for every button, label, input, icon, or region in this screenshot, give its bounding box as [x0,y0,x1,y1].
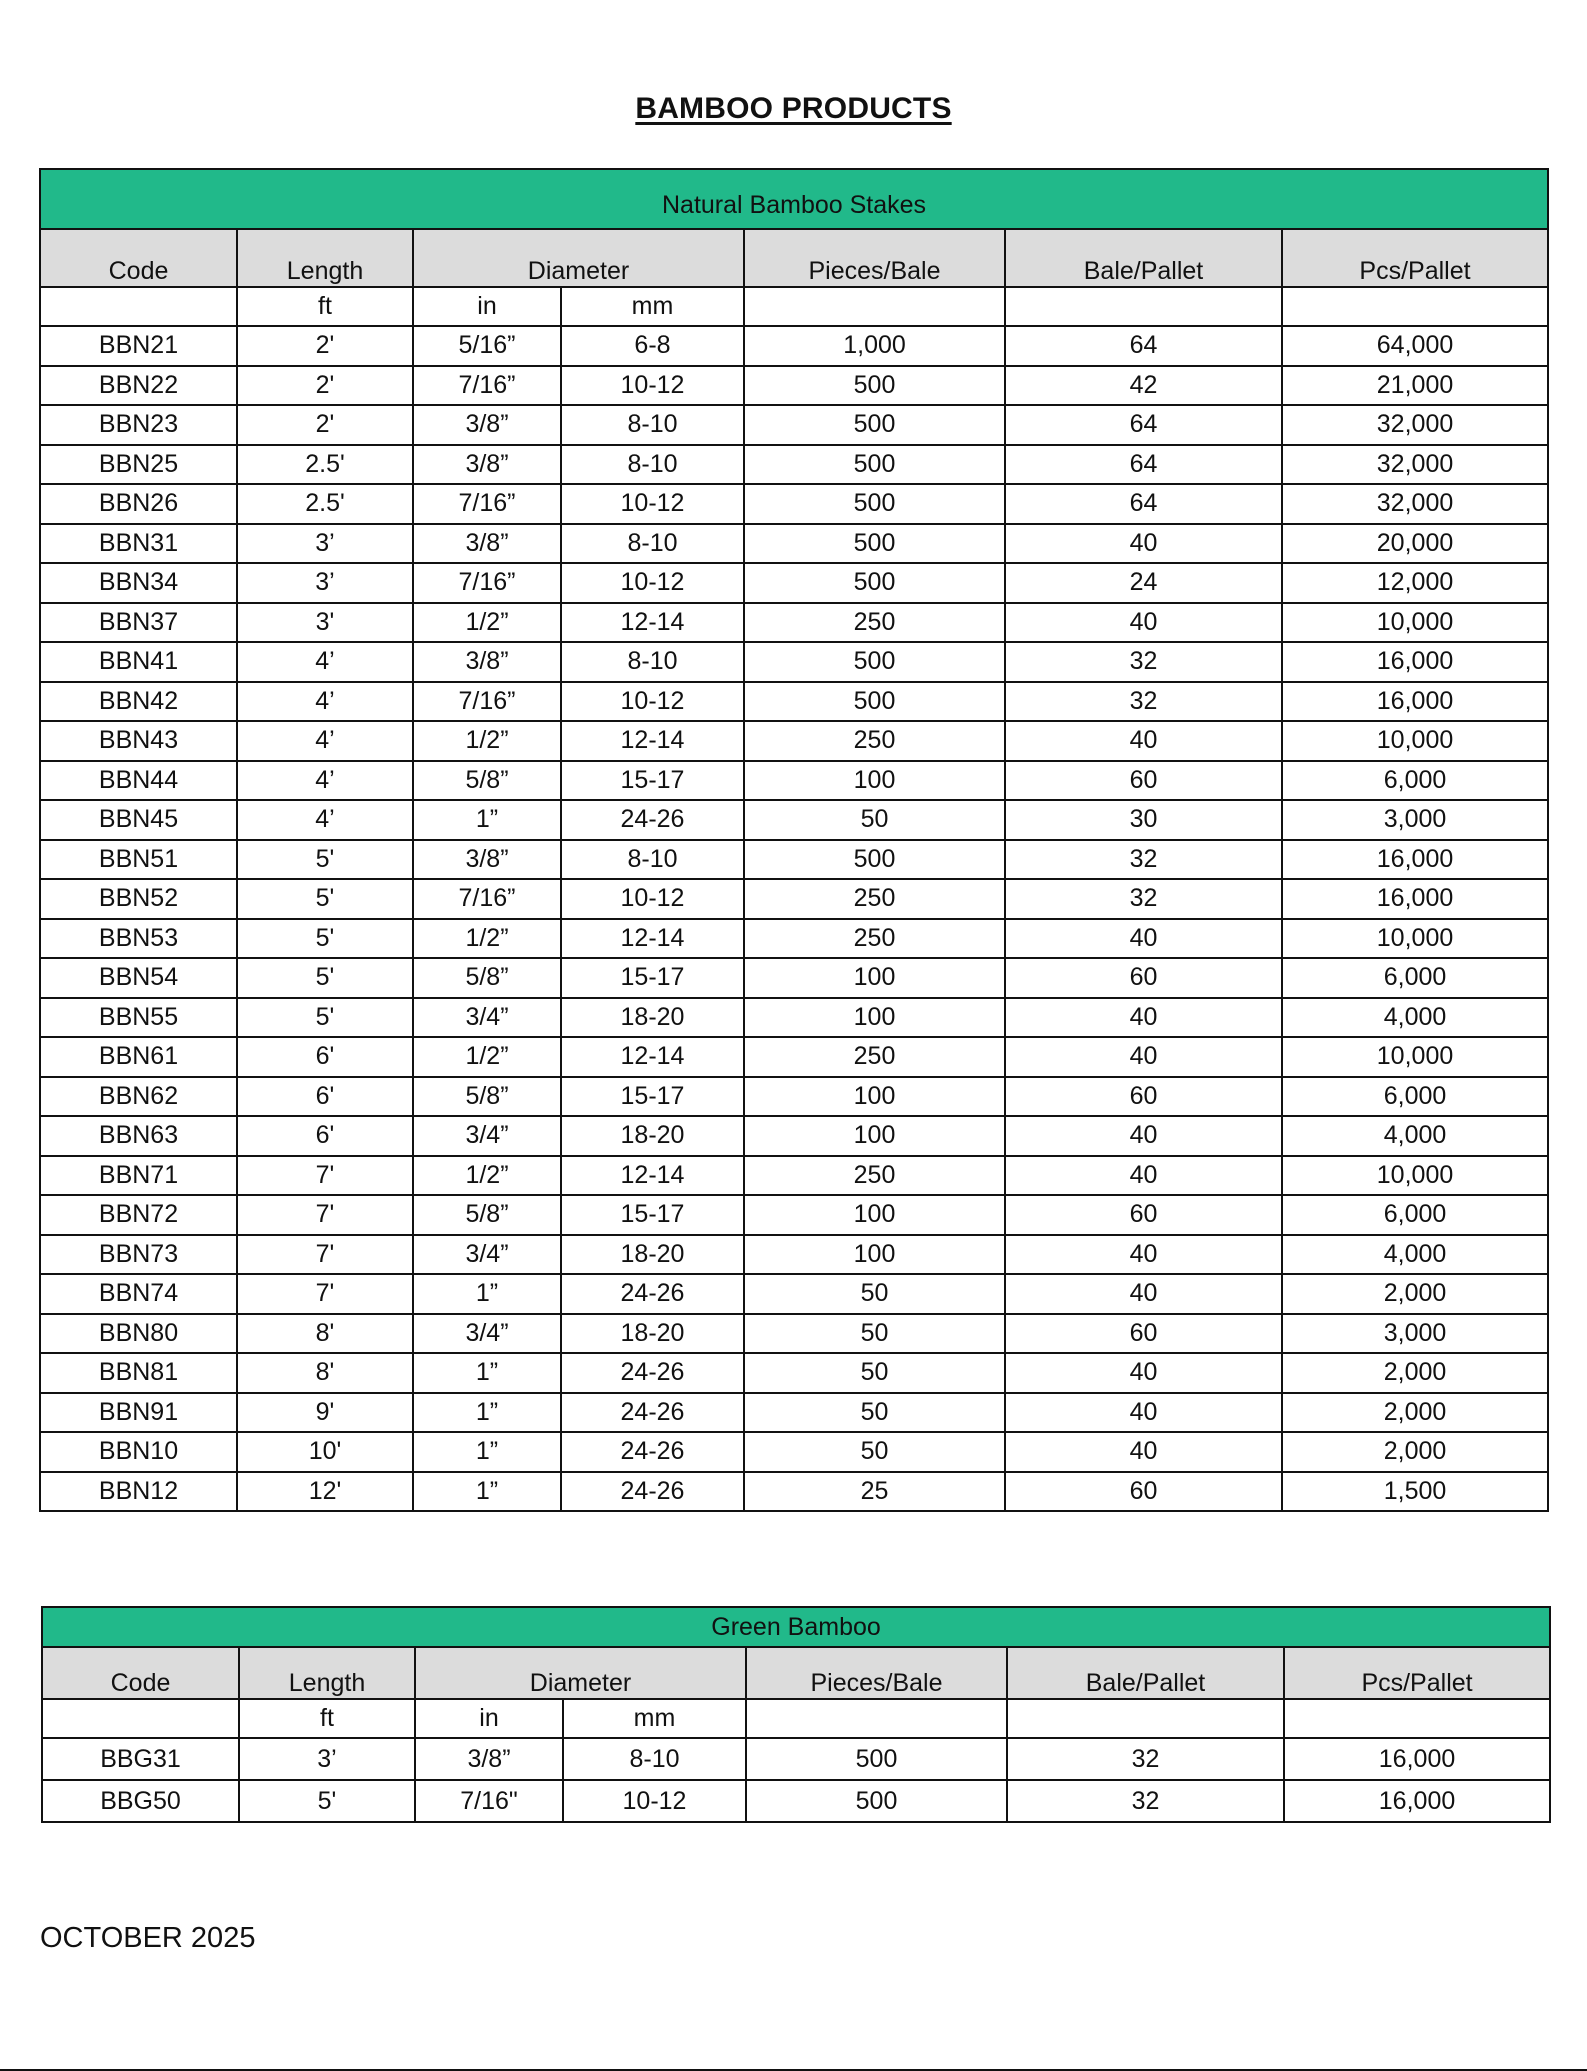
cell-pieces-bale: 250 [744,1037,1005,1077]
cell-length: 8' [237,1353,413,1393]
cell-pcs-pallet: 16,000 [1282,879,1548,919]
cell-bale-pallet: 40 [1005,1156,1282,1196]
cell-pcs-pallet: 16,000 [1284,1780,1550,1822]
cell-diameter-in: 1” [413,1274,561,1314]
cell-diameter-mm: 8-10 [563,1738,746,1780]
cell-code: BBG31 [42,1738,239,1780]
cell-diameter-mm: 12-14 [561,919,744,959]
cell-pieces-bale: 500 [746,1780,1007,1822]
cell-pcs-pallet: 64,000 [1282,326,1548,366]
unit-in: in [415,1699,563,1738]
cell-pcs-pallet: 32,000 [1282,484,1548,524]
table-row [40,1353,1548,1393]
cell-diameter-in: 3/4” [413,1314,561,1354]
cell-bale-pallet: 60 [1005,1077,1282,1117]
cell-length: 8' [237,1314,413,1354]
cell-diameter-in: 3/4” [413,1235,561,1275]
cell-bale-pallet: 64 [1005,484,1282,524]
unit-cell-empty [1005,287,1282,326]
cell-diameter-mm: 24-26 [561,800,744,840]
cell-diameter-mm: 8-10 [561,445,744,485]
unit-cell-empty [1007,1699,1284,1738]
cell-pieces-bale: 250 [744,879,1005,919]
cell-pieces-bale: 25 [744,1472,1005,1512]
cell-diameter-mm: 24-26 [561,1353,744,1393]
cell-diameter-mm: 10-12 [561,563,744,603]
cell-diameter-in: 5/8” [413,1077,561,1117]
cell-bale-pallet: 64 [1005,405,1282,445]
cell-pieces-bale: 100 [744,1077,1005,1117]
cell-pieces-bale: 100 [744,1116,1005,1156]
cell-pcs-pallet: 6,000 [1282,1077,1548,1117]
table-row [40,1393,1548,1433]
cell-pieces-bale: 100 [744,761,1005,801]
cell-diameter-mm: 10-12 [561,682,744,722]
cell-pcs-pallet: 3,000 [1282,1314,1548,1354]
table-row [40,1235,1548,1275]
cell-diameter-in: 5/8” [413,1195,561,1235]
cell-length: 5' [237,879,413,919]
cell-pieces-bale: 250 [744,919,1005,959]
cell-pieces-bale: 500 [744,445,1005,485]
table-row [40,800,1548,840]
cell-length: 3' [237,603,413,643]
cell-length: 5' [237,958,413,998]
cell-length: 4’ [237,642,413,682]
cell-diameter-mm: 18-20 [561,1235,744,1275]
cell-diameter-in: 5/8” [413,958,561,998]
cell-bale-pallet: 32 [1005,840,1282,880]
cell-diameter-in: 7/16” [413,682,561,722]
cell-diameter-mm: 24-26 [561,1432,744,1472]
cell-diameter-mm: 15-17 [561,958,744,998]
cell-bale-pallet: 42 [1005,366,1282,406]
cell-length: 2.5' [237,445,413,485]
cell-diameter-in: 1/2” [413,1037,561,1077]
cell-length: 2' [237,326,413,366]
cell-pcs-pallet: 6,000 [1282,958,1548,998]
table-row [40,998,1548,1038]
column-header-length: Length [239,1647,415,1699]
cell-diameter-in: 7/16” [413,484,561,524]
cell-bale-pallet: 40 [1005,1393,1282,1433]
cell-pieces-bale: 100 [744,958,1005,998]
cell-diameter-mm: 10-12 [561,484,744,524]
cell-length: 2.5' [237,484,413,524]
cell-pcs-pallet: 2,000 [1282,1432,1548,1472]
cell-length: 5' [237,840,413,880]
cell-code: BBN81 [40,1353,237,1393]
cell-pcs-pallet: 4,000 [1282,1235,1548,1275]
cell-diameter-in: 7/16” [413,366,561,406]
cell-pcs-pallet: 10,000 [1282,1156,1548,1196]
table-row [40,603,1548,643]
cell-diameter-in: 3/4” [413,1116,561,1156]
cell-bale-pallet: 32 [1005,682,1282,722]
cell-diameter-in: 1” [413,800,561,840]
cell-code: BBN37 [40,603,237,643]
unit-mm: mm [561,287,744,326]
table-row [42,1780,1550,1822]
cell-diameter-in: 1/2” [413,603,561,643]
cell-code: BBN80 [40,1314,237,1354]
column-header-pieces-bale: Pieces/Bale [746,1647,1007,1699]
cell-code: BBN26 [40,484,237,524]
table-row [40,563,1548,603]
column-header-length: Length [237,229,413,287]
page-title: BAMBOO PRODUCTS [635,92,952,125]
cell-pcs-pallet: 20,000 [1282,524,1548,564]
unit-cell-empty [1282,287,1548,326]
table-row [40,1077,1548,1117]
cell-pcs-pallet: 4,000 [1282,998,1548,1038]
cell-length: 4’ [237,800,413,840]
column-header-bale-pallet: Bale/Pallet [1005,229,1282,287]
table-row [40,1116,1548,1156]
cell-diameter-in: 3/8” [413,524,561,564]
cell-pcs-pallet: 10,000 [1282,721,1548,761]
cell-diameter-in: 1/2” [413,1156,561,1196]
cell-diameter-mm: 18-20 [561,1116,744,1156]
cell-diameter-mm: 8-10 [561,405,744,445]
cell-length: 4’ [237,721,413,761]
cell-length: 4’ [237,682,413,722]
cell-pieces-bale: 50 [744,1353,1005,1393]
cell-pieces-bale: 250 [744,1156,1005,1196]
unit-ft: ft [237,287,413,326]
cell-bale-pallet: 40 [1005,1274,1282,1314]
cell-diameter-in: 3/8” [413,642,561,682]
cell-diameter-mm: 15-17 [561,761,744,801]
cell-diameter-in: 3/8” [413,445,561,485]
cell-length: 2' [237,405,413,445]
cell-diameter-in: 1/2” [413,721,561,761]
table-row [40,366,1548,406]
cell-diameter-mm: 8-10 [561,642,744,682]
cell-diameter-mm: 8-10 [561,840,744,880]
cell-code: BBN34 [40,563,237,603]
cell-diameter-mm: 24-26 [561,1472,744,1512]
cell-diameter-in: 3/8” [413,840,561,880]
cell-pieces-bale: 50 [744,1314,1005,1354]
cell-code: BBN63 [40,1116,237,1156]
table-row [40,1274,1548,1314]
cell-bale-pallet: 60 [1005,1472,1282,1512]
cell-pieces-bale: 250 [744,721,1005,761]
cell-pcs-pallet: 6,000 [1282,761,1548,801]
footer-date: OCTOBER 2025 [40,1922,256,1954]
column-header-code: Code [40,229,237,287]
cell-pieces-bale: 500 [744,840,1005,880]
unit-cell-empty [1284,1699,1550,1738]
table-row [40,919,1548,959]
cell-bale-pallet: 64 [1005,445,1282,485]
column-header-pieces-bale: Pieces/Bale [744,229,1005,287]
column-header-bale-pallet: Bale/Pallet [1007,1647,1284,1699]
table-row [40,524,1548,564]
cell-bale-pallet: 40 [1005,919,1282,959]
natural-bamboo-table [39,168,1549,1512]
table-row [40,1156,1548,1196]
cell-code: BBN22 [40,366,237,406]
cell-pcs-pallet: 2,000 [1282,1353,1548,1393]
cell-code: BBN31 [40,524,237,564]
table-row [40,721,1548,761]
unit-mm: mm [563,1699,746,1738]
cell-pieces-bale: 100 [744,1235,1005,1275]
column-header-diameter: Diameter [413,229,744,287]
cell-bale-pallet: 64 [1005,326,1282,366]
column-header-diameter: Diameter [415,1647,746,1699]
cell-diameter-mm: 18-20 [561,1314,744,1354]
cell-bale-pallet: 40 [1005,524,1282,564]
cell-pieces-bale: 500 [744,682,1005,722]
cell-diameter-in: 3/8” [415,1738,563,1780]
cell-diameter-in: 7/16” [413,563,561,603]
cell-pcs-pallet: 2,000 [1282,1393,1548,1433]
cell-pcs-pallet: 4,000 [1282,1116,1548,1156]
cell-length: 7' [237,1235,413,1275]
table-row [40,1472,1548,1512]
table-row [40,1314,1548,1354]
cell-pieces-bale: 100 [744,1195,1005,1235]
cell-code: BBN73 [40,1235,237,1275]
cell-diameter-in: 1” [413,1432,561,1472]
cell-length: 5' [237,919,413,959]
unit-cell-empty [40,287,237,326]
cell-length: 6' [237,1116,413,1156]
cell-length: 7' [237,1156,413,1196]
cell-diameter-mm: 10-12 [561,366,744,406]
cell-pcs-pallet: 16,000 [1282,682,1548,722]
cell-length: 7' [237,1274,413,1314]
cell-pcs-pallet: 2,000 [1282,1274,1548,1314]
cell-diameter-in: 1/2” [413,919,561,959]
cell-code: BBN25 [40,445,237,485]
cell-diameter-mm: 15-17 [561,1195,744,1235]
table-row [40,761,1548,801]
cell-code: BBN62 [40,1077,237,1117]
cell-pcs-pallet: 21,000 [1282,366,1548,406]
cell-diameter-in: 1” [413,1472,561,1512]
cell-code: BBN91 [40,1393,237,1433]
cell-code: BBN53 [40,919,237,959]
cell-pieces-bale: 500 [744,563,1005,603]
cell-bale-pallet: 32 [1007,1780,1284,1822]
green-bamboo-table [41,1606,1551,1823]
cell-pcs-pallet: 12,000 [1282,563,1548,603]
cell-length: 4’ [237,761,413,801]
cell-length: 3’ [237,563,413,603]
table-title: Green Bamboo [42,1607,1550,1647]
cell-code: BBN43 [40,721,237,761]
cell-bale-pallet: 40 [1005,998,1282,1038]
cell-bale-pallet: 60 [1005,958,1282,998]
table-row [40,879,1548,919]
cell-bale-pallet: 30 [1005,800,1282,840]
cell-pieces-bale: 500 [744,366,1005,406]
cell-code: BBN44 [40,761,237,801]
table-row [40,1432,1548,1472]
cell-pcs-pallet: 32,000 [1282,405,1548,445]
table-row [40,958,1548,998]
cell-length: 6' [237,1077,413,1117]
cell-diameter-mm: 12-14 [561,1037,744,1077]
cell-length: 9' [237,1393,413,1433]
cell-pieces-bale: 50 [744,1274,1005,1314]
cell-pieces-bale: 500 [744,484,1005,524]
cell-code: BBN61 [40,1037,237,1077]
table-row [40,840,1548,880]
unit-in: in [413,287,561,326]
cell-bale-pallet: 40 [1005,1432,1282,1472]
cell-code: BBN21 [40,326,237,366]
cell-code: BBG50 [42,1780,239,1822]
cell-pcs-pallet: 1,500 [1282,1472,1548,1512]
cell-bale-pallet: 32 [1005,642,1282,682]
cell-bale-pallet: 32 [1007,1738,1284,1780]
cell-code: BBN54 [40,958,237,998]
cell-pieces-bale: 100 [744,998,1005,1038]
cell-pcs-pallet: 10,000 [1282,919,1548,959]
cell-code: BBN45 [40,800,237,840]
unit-cell-empty [746,1699,1007,1738]
cell-diameter-in: 1” [413,1353,561,1393]
cell-diameter-mm: 8-10 [561,524,744,564]
table-row [40,326,1548,366]
cell-length: 6' [237,1037,413,1077]
cell-diameter-in: 5/16” [413,326,561,366]
cell-length: 5' [237,998,413,1038]
cell-length: 12' [237,1472,413,1512]
cell-code: BBN72 [40,1195,237,1235]
cell-diameter-mm: 12-14 [561,721,744,761]
cell-code: BBN52 [40,879,237,919]
cell-bale-pallet: 60 [1005,1314,1282,1354]
cell-pieces-bale: 50 [744,1432,1005,1472]
cell-code: BBN74 [40,1274,237,1314]
cell-pieces-bale: 1,000 [744,326,1005,366]
cell-diameter-in: 7/16” [413,879,561,919]
cell-bale-pallet: 40 [1005,721,1282,761]
cell-length: 3’ [239,1738,415,1780]
table-row [40,1195,1548,1235]
cell-pcs-pallet: 16,000 [1284,1738,1550,1780]
cell-bale-pallet: 60 [1005,1195,1282,1235]
cell-diameter-mm: 15-17 [561,1077,744,1117]
unit-cell-empty [744,287,1005,326]
cell-bale-pallet: 40 [1005,1353,1282,1393]
cell-pcs-pallet: 16,000 [1282,840,1548,880]
cell-diameter-mm: 24-26 [561,1274,744,1314]
cell-code: BBN41 [40,642,237,682]
cell-code: BBN10 [40,1432,237,1472]
cell-diameter-mm: 12-14 [561,1156,744,1196]
cell-code: BBN55 [40,998,237,1038]
cell-pcs-pallet: 10,000 [1282,603,1548,643]
table-row [40,405,1548,445]
cell-bale-pallet: 40 [1005,603,1282,643]
cell-pieces-bale: 500 [746,1738,1007,1780]
cell-diameter-in: 5/8” [413,761,561,801]
cell-pieces-bale: 50 [744,800,1005,840]
cell-length: 5' [239,1780,415,1822]
cell-pcs-pallet: 3,000 [1282,800,1548,840]
cell-length: 7' [237,1195,413,1235]
table-title: Natural Bamboo Stakes [40,169,1548,229]
unit-cell-empty [42,1699,239,1738]
cell-diameter-mm: 10-12 [563,1780,746,1822]
cell-diameter-mm: 24-26 [561,1393,744,1433]
cell-pcs-pallet: 6,000 [1282,1195,1548,1235]
cell-diameter-in: 7/16" [415,1780,563,1822]
unit-ft: ft [239,1699,415,1738]
cell-pcs-pallet: 10,000 [1282,1037,1548,1077]
cell-pieces-bale: 500 [744,524,1005,564]
cell-code: BBN23 [40,405,237,445]
cell-pcs-pallet: 32,000 [1282,445,1548,485]
cell-pieces-bale: 500 [744,405,1005,445]
cell-diameter-in: 1” [413,1393,561,1433]
cell-code: BBN71 [40,1156,237,1196]
cell-pieces-bale: 500 [744,642,1005,682]
cell-diameter-in: 3/4” [413,998,561,1038]
cell-pcs-pallet: 16,000 [1282,642,1548,682]
cell-length: 10' [237,1432,413,1472]
cell-bale-pallet: 32 [1005,879,1282,919]
cell-diameter-mm: 18-20 [561,998,744,1038]
cell-bale-pallet: 40 [1005,1116,1282,1156]
cell-diameter-mm: 6-8 [561,326,744,366]
cell-code: BBN42 [40,682,237,722]
cell-code: BBN51 [40,840,237,880]
table-row [40,484,1548,524]
cell-pieces-bale: 250 [744,603,1005,643]
cell-bale-pallet: 24 [1005,563,1282,603]
table-row [42,1738,1550,1780]
cell-length: 3’ [237,524,413,564]
column-header-code: Code [42,1647,239,1699]
cell-diameter-in: 3/8” [413,405,561,445]
cell-pieces-bale: 50 [744,1393,1005,1433]
table-row [40,1037,1548,1077]
cell-bale-pallet: 40 [1005,1235,1282,1275]
cell-diameter-mm: 12-14 [561,603,744,643]
cell-bale-pallet: 40 [1005,1037,1282,1077]
cell-bale-pallet: 60 [1005,761,1282,801]
cell-diameter-mm: 10-12 [561,879,744,919]
cell-code: BBN12 [40,1472,237,1512]
column-header-pcs-pallet: Pcs/Pallet [1282,229,1548,287]
table-row [40,445,1548,485]
cell-length: 2' [237,366,413,406]
table-row [40,642,1548,682]
table-row [40,682,1548,722]
column-header-pcs-pallet: Pcs/Pallet [1284,1647,1550,1699]
